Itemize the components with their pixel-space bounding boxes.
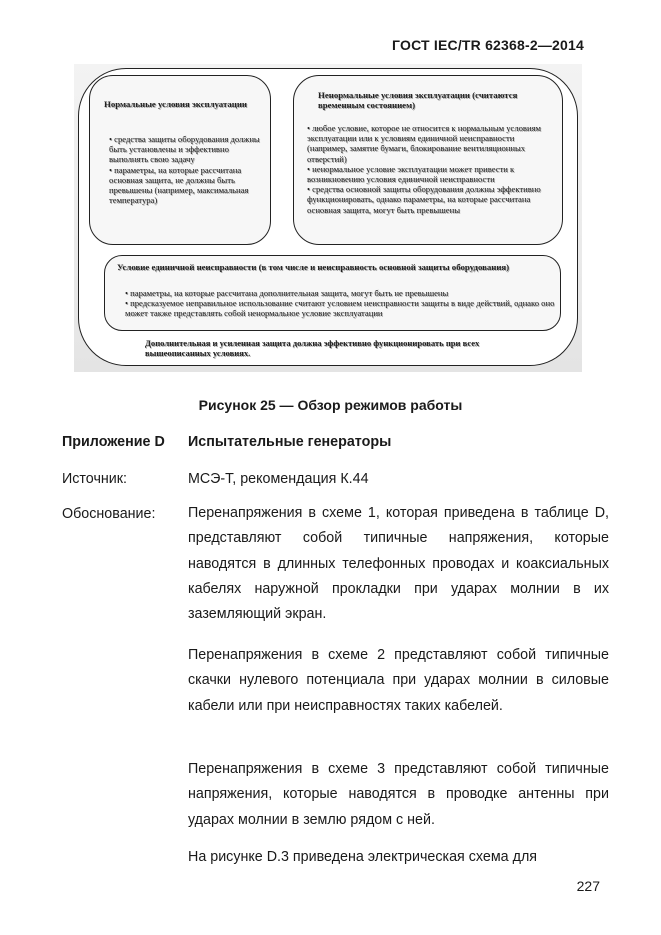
source-label: Источник: bbox=[62, 471, 128, 487]
normal-conditions-box bbox=[89, 75, 271, 245]
rationale-paragraph: На рисунке D.3 приведена электрическая схема для bbox=[188, 849, 538, 865]
operating-modes-figure bbox=[74, 64, 582, 372]
figure-caption: Рисунок 25 — Обзор режимов работы bbox=[198, 397, 463, 413]
rationale-paragraph: Перенапряжения в схеме 2 представляют собой типичные скачки нулевого потенциала при ударах молнии в силовые кабели или при неисправностях таких кабелей. bbox=[188, 647, 609, 714]
rationale-label: Обоснование: bbox=[62, 506, 156, 522]
normal-conditions-title: Нормальные условия эксплуатации bbox=[104, 99, 248, 109]
page-number: 227 bbox=[576, 878, 600, 894]
rationale-paragraph: Перенапряжения в схеме 3 представляют собой типичные напряжения, которые наводятся в проводке антенны при ударах молнии в землю рядом с ней. bbox=[188, 761, 609, 828]
list-item: • средства основной защиты оборудования должны эффективно функционировать, однако параметры, на которые рассчитана основная защита, могут быть превышены bbox=[307, 184, 541, 215]
appendix-label: Приложение D bbox=[62, 434, 165, 450]
list-item: • средства защиты оборудования должны быть установлены и эффективно выполнять свою задачу bbox=[109, 134, 260, 165]
list-item: • ненормальное условие эксплуатации может привести к возникновению условия единичной неисправности bbox=[307, 163, 515, 185]
list-item: • параметры, на которые рассчитана дополнительная защита, могут быть не превышены bbox=[125, 288, 449, 298]
abnormal-conditions-box bbox=[293, 75, 563, 245]
outer-protection-note: Дополнительная и усиленная защита должна эффективно функционировать при всех вышеописанных условиях. bbox=[145, 338, 480, 358]
abnormal-conditions-list bbox=[307, 123, 555, 215]
rationale-paragraph: Перенапряжения в схеме 1, которая приведена в таблице D, представляют собой типичные напряжения, которые наводятся в длинных телефонных проводах и коаксиальных кабелях наружной прокладки при ударах молнии в их заземляющий экран. bbox=[188, 505, 609, 623]
list-item: • любое условие, которое не относится к нормальным условиям эксплуатации или к условиям единичной неисправности (например, замятие бумаги, блокирование вентиляционных отверстий) bbox=[307, 123, 541, 164]
list-item: • параметры, на которые рассчитана основная защита, не должны быть превышены (например, максимальная температура) bbox=[109, 164, 249, 206]
document-header: ГОСТ IEC/TR 62368-2—2014 bbox=[392, 37, 584, 53]
single-fault-box bbox=[104, 255, 561, 331]
normal-conditions-list bbox=[109, 134, 269, 205]
source-value: МСЭ-Т, рекомендация К.44 bbox=[188, 471, 369, 487]
outer-protection-frame bbox=[78, 68, 578, 366]
appendix-title: Испытательные генераторы bbox=[188, 434, 392, 450]
single-fault-list bbox=[125, 288, 555, 319]
abnormal-conditions-title: Ненормальные условия эксплуатации (считаются временным состоянием) bbox=[318, 90, 518, 110]
single-fault-title: Условие единичной неисправности (в том числе и неисправность основной защиты оборудования) bbox=[117, 262, 510, 272]
list-item: • предсказуемое неправильное использование считают условием неисправности защиты в виде действий, однако оно может также представлять собой ненормальное условие эксплуатации bbox=[125, 298, 555, 319]
